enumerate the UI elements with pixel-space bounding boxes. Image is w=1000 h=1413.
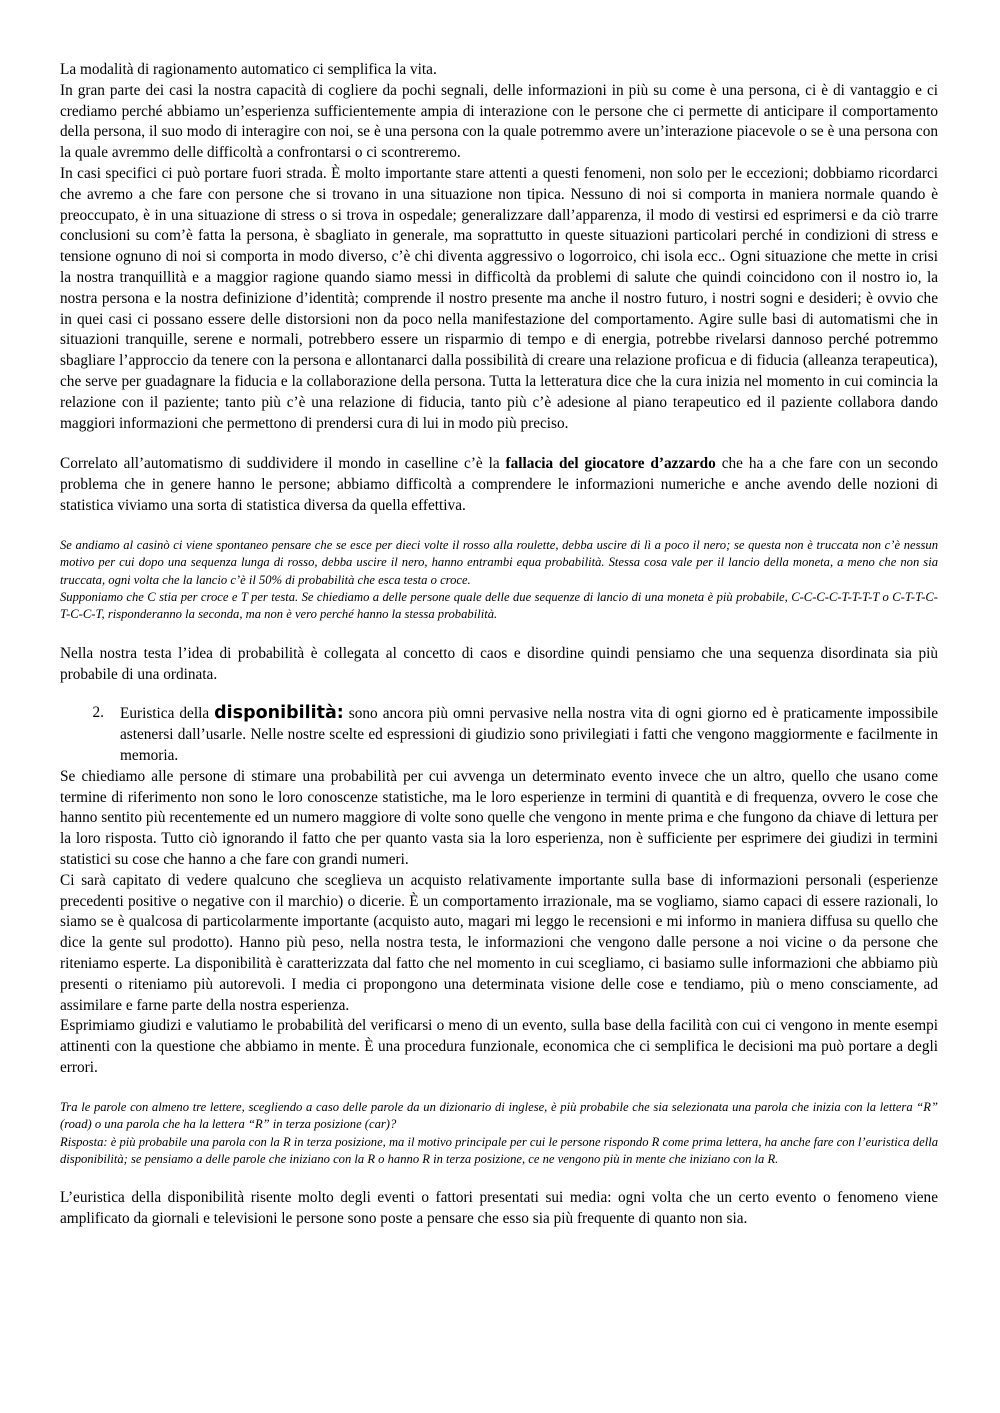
intro-line: La modalità di ragionamento automatico ci semplifica la vita.: [60, 61, 437, 78]
availability-heading-text: [120, 703, 938, 766]
letter-r-question: Tra le parole con almeno tre lettere, scegliendo a caso delle parole da un dizionario di inglese, è più probabile che sia selezionata una parola che inizia con la lettera “R” (road) o una parola che ha la lettera “R” in terza posizione (car)?: [60, 1099, 938, 1132]
spacer: [60, 434, 938, 454]
casino-example: Se andiamo al casinò ci viene spontaneo pensare che se esce per dieci volte il rosso alla roulette, debba uscire di lì a poco il nero; se questa non è truccata non c’è nessun motivo per cui dopo una sequenza lunga di rosso, debba uscire il nero, hanno entrambi equa probabilità. Stessa cosa vale per il lancio della moneta, a meno che non sia truccata, ogni volta che la lancio c’è il 50% di probabilità che esca testa o croce.: [60, 537, 938, 587]
availability-label-after: sono ancora più omni pervasive nella nostra vita di ogni giorno ed è praticamente impossibile astenersi dall’usarle. Nelle nostre scelte ed espressioni di giudizio sono privilegiati i fatti che vengono maggiormente e facilmente in memoria.: [120, 705, 938, 764]
availability-label-before: Euristica della: [120, 705, 215, 723]
availability-paragraph-3: Esprimiamo giudizi e valutiamo le probabilità del verificarsi o meno di un evento, sulla base della facilità con cui ci vengono in mente esempi attinenti con la questione che abbiamo in mente. È una procedura funzionale, economica che ci semplifica le decisioni ma può portare a degli errori.: [60, 1017, 938, 1076]
media-closing-paragraph: L’euristica della disponibilità risente molto degli eventi o fattori presentati sui media: ogni volta che un certo evento o fenomeno viene amplificato da giornali e televisioni le persone sono poste a pensare che esso sia più frequente di quanto non sia.: [60, 1189, 938, 1228]
spacer: [60, 685, 938, 703]
list-number: 2.: [92, 704, 104, 722]
letter-r-answer: Risposta: è più probabile una parola con la R in terza posizione, ma il motivo principale per cui le persone rispondo R come prima lettera, ha anche fare con l’euristica della disponibilità; se pensiamo a delle parole che iniziano con la R o hanno R in terza posizione, ce ne vengono più in mente che iniziano con la R.: [60, 1134, 938, 1166]
specific-cases-paragraph: In casi specifici ci può portare fuori strada. È molto importante stare attenti a questi fenomeni, non solo per le eccezioni; dobbiamo ricordarci che avremo a che fare con persone che si trovano in una situazione non tipica. Nessuno di noi si comporta in maniera normale quando è preoccupato, è in una situazione di stress o si trova in ospedale; generalizzare dall’apparenza, il modo di vestirsi ed esprimersi e da ciò trarre conclusioni su com’è fatta la persona, è sbagliato in generale, ma soprattutto in queste situazioni particolari perché in condizioni di stress e tensione ognuno di noi si comporta in modo diverso, c’è chi diventa aggressivo o logorroico, chi isola ecc.. Ogni situazione che mette in crisi la nostra tranquillità e a maggior ragione quando siamo messi in difficoltà da problemi di salute che quindi coincidono con il nostro io, la nostra persona e la nostra definizione d’identità; comprende il nostro presente ma anche il nostro futuro, i nostri sogni e desideri; è ovvio che in quei casi ci possano essere delle distorsioni non da poco nella manifestazione del comportamento. Agire sulle basi di automatismi che in situazioni tranquille, serene e normali, potrebbero essere un risparmio di tempo e di energia, potrebbe rivelarsi dannoso perché potremmo sbagliare l’approccio da tenere con la persona e allontanarci dalla possibilità di creare una relazione proficua e di fiducia (alleanza terapeutica), che serve per guadagnare la fiducia e la collaborazione della persona. Tutta la letteratura dice che la cura inizia nel momento in cui comincia la relazione con il paziente; tanto più c’è una relazione di fiducia, tanto più c’è adesione al piano terapeutico ed il paziente collabora dando maggiori informazioni che permettono di prendersi cura di lui in modo più preciso.: [60, 164, 938, 432]
gambler-fallacy-term: fallacia del giocatore d’azzardo: [505, 455, 716, 473]
document-page: [60, 60, 938, 1230]
gambler-intro-before: Correlato all’automatismo di suddividere il mondo in caselline c’è la: [60, 455, 506, 473]
spacer: [60, 517, 938, 537]
availability-paragraph-2: Ci sarà capitato di vedere qualcuno che sceglieva un acquisto relativamente importante sulla base di informazioni personali (esperienze precedenti positive o negative con il marchio) o dicerie. È un comportamento irrazionale, ma se vogliamo, siamo capaci di essere razionali, lo siamo se è qualcosa di particolarmente importante (acquisto auto, magari mi leggo le recensioni e mi informo in maniera diffusa su quello che dice la gente sul prodotto). Hanno più peso, nella nostra testa, le informazioni che vengono dalle persone a noi vicine o da persone che riteniamo esperte. La disponibilità è caratterizzata dal fatto che nel momento in cui scegliamo, ci basiamo sulle informazioni che abbiamo più presenti o riteniamo più autorevoli. I media ci propongono una determinata visione delle cose e tendiamo, più o meno consciamente, ad assimilare e farne parte della nostra esperienza.: [60, 871, 938, 1014]
spacer: [60, 1168, 938, 1188]
intro-paragraph: In gran parte dei casi la nostra capacità di cogliere da pochi segnali, delle informazioni in più su come è una persona, ci è di vantaggio e ci crediamo perché abbiamo un’esperienza sufficientemente ampia di interazione con le persone che ci permette di anticipare il comportamento della persona, il suo modo di interagire con noi, se è una persona con la quale potremmo avere un’interazione piacevole o se è una persona con la quale avremmo delle difficoltà a confrontarsi o ci scontreremo.: [60, 81, 938, 162]
coin-sequence-example: Supponiamo che C stia per croce e T per testa. Se chiediamo a delle persone quale delle due sequenze di lancio di una moneta è più probabile, C-C-C-C-T-T-T-T o C-T-T-C-T-C-C-T, risponderanno la seconda, ma non è vero perché hanno la stessa probabilità.: [60, 589, 938, 622]
spacer: [60, 1079, 938, 1099]
availability-term: disponibilità:: [214, 703, 344, 724]
spacer: [60, 624, 938, 644]
gambler-intro-after: che ha a che fare con un secondo problema che in genere hanno le persone; abbiamo difficoltà a comprendere le informazioni numeriche e anche avendo delle nozioni di statistica viviamo una sorta di statistica diversa da quella effettiva.: [60, 455, 938, 514]
gambler-fallacy-paragraph: [60, 454, 938, 516]
probability-chaos-paragraph: Nella nostra testa l’idea di probabilità è collegata al concetto di caos e disordine quindi pensiamo che una sequenza disordinata sia più probabile di una ordinata.: [60, 644, 938, 683]
availability-list-item: [60, 703, 938, 766]
availability-paragraph-1: Se chiediamo alle persone di stimare una probabilità per cui avvenga un determinato evento invece che un altro, quello che usano come termine di riferimento non sono le loro conoscenze statistiche, ma le loro esperienze in termini di quantità e di frequenza, ovvero le cose che hanno sentito più recentemente ed un numero maggiore di volte sono quelle che vengono in mente prima e che fungono da chiave di lettura per la loro risposta. Tutto ciò ignorando il fatto che per quanto vasta sia la loro esperienza, non è sufficiente per esprimere dei giudizi in termini statistici su cose che hanno a che fare con grandi numeri.: [60, 767, 938, 868]
